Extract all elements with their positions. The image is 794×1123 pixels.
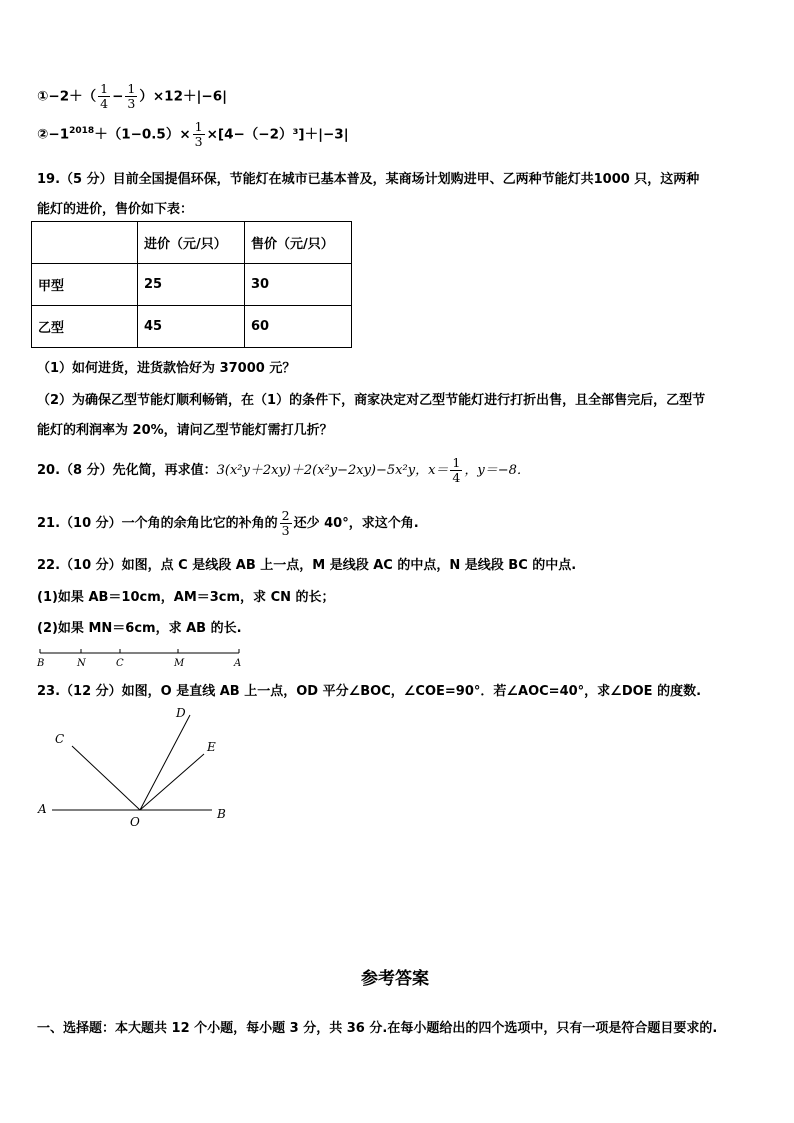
table-cell: 25 xyxy=(138,264,245,306)
label-n: N xyxy=(77,658,86,669)
q23-line1: 23.（12 分）如图，O 是直线 AB 上一点，OD 平分∠BOC，∠COE=90°．若∠AOC=40°，求∠DOE 的度数. xyxy=(37,684,702,699)
label-c: C xyxy=(116,658,124,669)
label-b: B xyxy=(217,807,226,821)
fraction-1-4: $\frac{1}{4}$ xyxy=(100,81,109,111)
q19-line1: 19.（5 分）目前全国提倡环保，节能灯在城市已基本普及，某商场计划购进甲、乙两种节能灯共1000 只，这两种 xyxy=(37,172,700,187)
table-cell xyxy=(32,222,138,264)
ray-oc xyxy=(72,746,140,810)
answers-section1: 一、选择题：本大题共 12 个小题，每小题 3 分，共 36 分.在每小题给出的四个选项中，只有一项是符合题目要求的. xyxy=(37,1021,718,1036)
q19-sub2a: （2）为确保乙型节能灯顺利畅销，在（1）的条件下，商家决定对乙型节能灯进行打折出售，且全部售完后，乙型节 xyxy=(37,393,706,408)
fraction-1-4b: $\frac{1}{4}$ xyxy=(452,455,461,485)
q19-sub1: （1）如何进货，进货款恰好为 37000 元？ xyxy=(37,361,296,376)
fraction-1-3b: $\frac{1}{3}$ xyxy=(194,119,203,149)
ray-od xyxy=(140,715,190,810)
label-a: A xyxy=(234,658,242,669)
label-e: E xyxy=(207,740,216,754)
label-o: O xyxy=(130,815,140,829)
q18-part1: ①−2＋（ $\frac{1}{4}$ − $\frac{1}{3}$ ）×12＋|−6| xyxy=(37,81,228,111)
q19-sub2b: 能灯的利润率为 20%，请问乙型节能灯需打几折？ xyxy=(37,423,333,438)
q18-part2: $②-1^{2018}+(1-0.5)\times$ $\frac{1}{3}$ ×[4−（−2）³]＋|−3| xyxy=(37,119,349,149)
q21: 21.（10 分）一个角的余角比它的补角的 $\frac{2}{3}$ 还少 40°，求这个角. xyxy=(37,508,419,538)
table-cell: 乙型 xyxy=(32,306,138,348)
q20: 20.（8 分）先化简，再求值：3(x²y＋2xy)＋2(x²y−2xy)−5x²y，x＝ $\frac{1}{4}$ ，y＝−8． xyxy=(37,455,530,485)
table-cell: 进价（元/只） xyxy=(138,222,245,264)
price-table xyxy=(31,221,352,348)
q18-p1-tail: ）×12＋|−6| xyxy=(139,88,228,105)
q19-line2: 能灯的进价，售价如下表： xyxy=(37,202,194,217)
table-cell: 60 xyxy=(245,306,352,348)
q20-expression: 3(x²y＋2xy)＋2(x²y−2xy)−5x²y xyxy=(216,463,416,478)
label-m: M xyxy=(174,658,185,669)
table-cell: 45 xyxy=(138,306,245,348)
angle-figure xyxy=(30,700,240,830)
q22-line2: (1)如果 AB＝10cm，AM＝3cm，求 CN 的长； xyxy=(37,590,335,605)
segment-figure xyxy=(34,645,246,669)
table-row xyxy=(32,306,352,348)
q22-line3: (2)如果 MN＝6cm，求 AB 的长. xyxy=(37,621,242,636)
fraction-2-3: $\frac{2}{3}$ xyxy=(281,508,290,538)
fraction-1-3: $\frac{1}{3}$ xyxy=(127,81,136,111)
label-c: C xyxy=(55,732,65,746)
ray-oe xyxy=(140,754,204,810)
label-a: A xyxy=(38,802,47,816)
q18-p1-label: ①−2＋（ xyxy=(37,88,97,105)
table-cell: 30 xyxy=(245,264,352,306)
label-b: B xyxy=(37,658,45,669)
table-row xyxy=(32,264,352,306)
table-cell: 售价（元/只） xyxy=(245,222,352,264)
table-cell: 甲型 xyxy=(32,264,138,306)
answers-title: 参考答案 xyxy=(361,969,429,989)
label-d: D xyxy=(176,706,186,720)
table-header-row xyxy=(32,222,352,264)
q22-line1: 22.（10 分）如图，点 C 是线段 AB 上一点，M 是线段 AC 的中点，N 是线段 BC 的中点. xyxy=(37,558,577,573)
